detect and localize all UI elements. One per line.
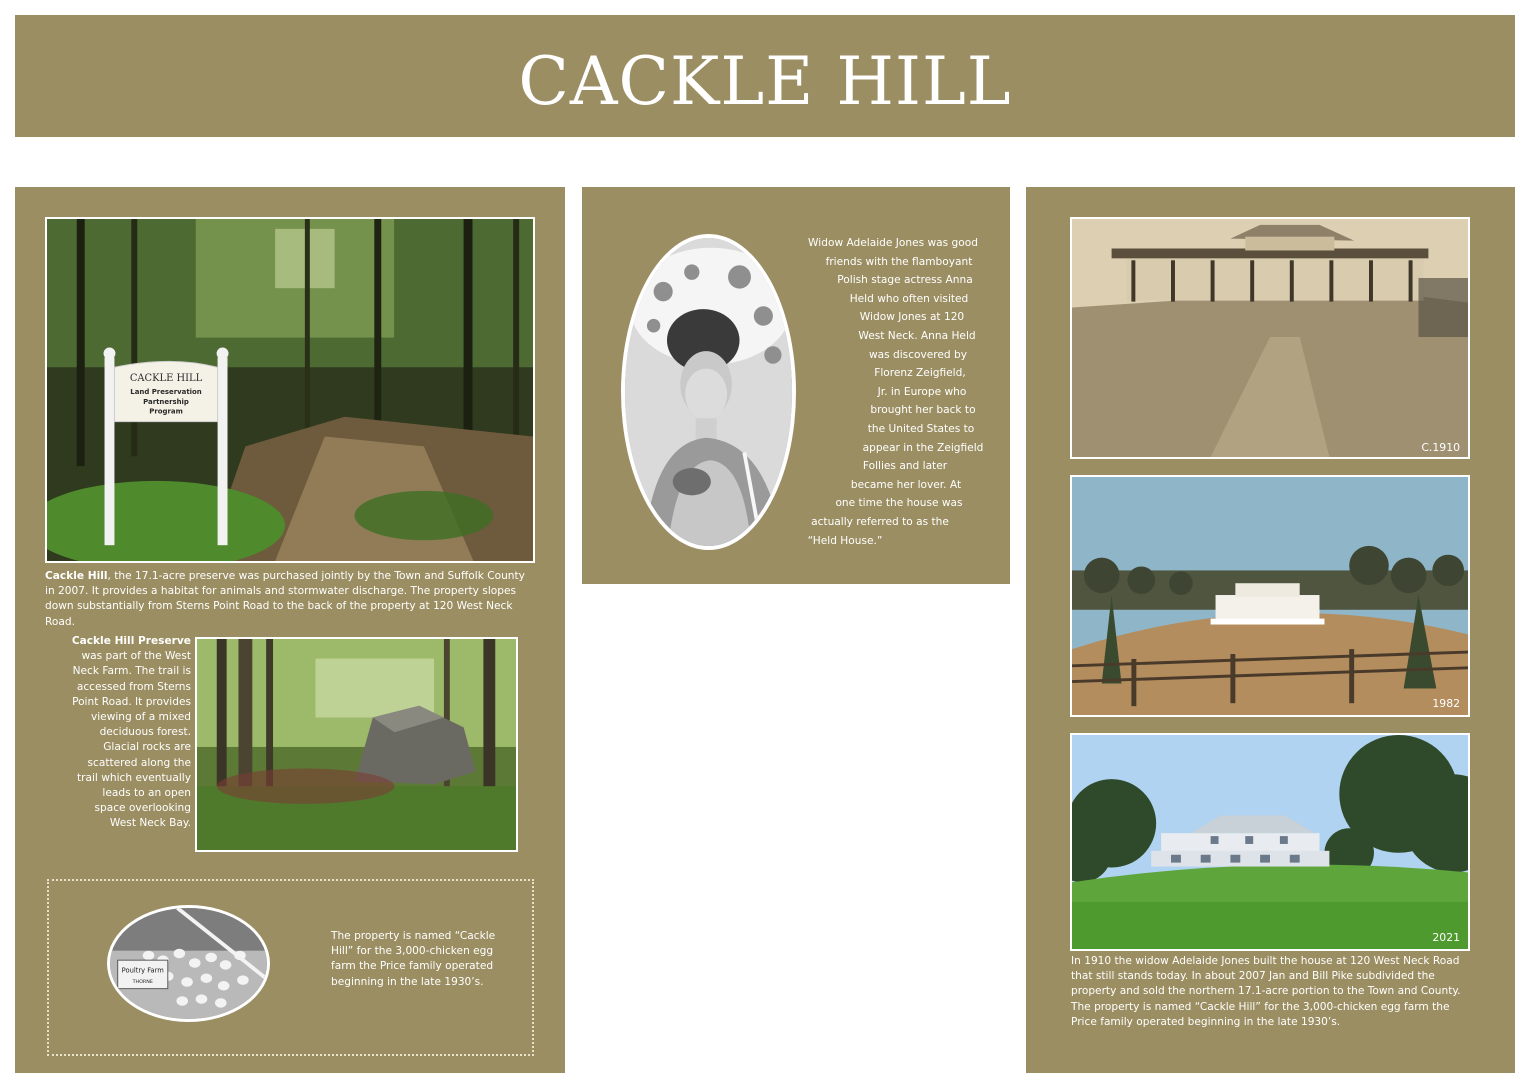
caption-line: actually referred to as the (811, 516, 949, 528)
forest-trail-photo (45, 217, 535, 563)
sign-line4: Program (149, 407, 183, 416)
anna-held-portrait (621, 234, 796, 550)
caption-line: appear in the Zeigfield (862, 441, 984, 454)
year-label-2021: 2021 (1432, 931, 1461, 945)
house-photo-1910 (1070, 217, 1470, 459)
caption-line: West Neck. Anna Held (858, 330, 976, 342)
caption-line: became her lover. At (850, 478, 962, 491)
caption-body: , the 17.1-acre preserve was purchased jointly by the Town and Suffolk County in 2007. It provides a habitat for animals and stormwater discharge. The property slopes down substantially from Sterns Point Road to the back of the property at 120 West Neck Road. (45, 570, 525, 628)
middle-panel (582, 187, 1010, 584)
left-panel (15, 187, 565, 1073)
poultry-sign-name: Poultry Farm (121, 966, 164, 975)
sign-line3: Partnership (143, 397, 189, 406)
header-banner (15, 15, 1515, 137)
house-history-caption: In 1910 the widow Adelaide Jones built the house at 120 West Neck Road that still stands today. In about 2007 Jan and Bill Pike subdivided the property and sold the northern 17.1-acre portion to the Town and County. The property is named “Cackle Hill” for the 3,000-chicken egg farm the Price family operated beginning in the late 1930’s. (1071, 955, 1461, 1028)
caption-line: Jr. in Europe who (877, 385, 967, 398)
caption-line: Follies and later (862, 460, 948, 473)
caption-line: Polish stage actress Anna (837, 274, 973, 287)
caption-line: the United States to (867, 423, 975, 435)
caption-line: Held who often visited (849, 292, 969, 305)
caption-body: was part of the West Neck Farm. The trail is accessed from Sterns Point Road. It provides viewing of a mixed deciduous forest. Glacial rocks are scattered along the trail which eventually leads to an open space overlooking West Neck Bay. (72, 650, 191, 830)
caption-preserve-purchase (45, 569, 537, 630)
year-label-1910: C.1910 (1421, 441, 1461, 455)
caption-cackle-name: The property is named “Cackle Hill” for the 3,000-chicken egg farm the Price family operated beginning in the late 1930’s. (331, 930, 496, 988)
caption-line: Widow Adelaide Jones was good (808, 237, 978, 249)
caption-preserve-trail (69, 634, 191, 832)
poultry-farm-photo (107, 905, 270, 1022)
caption-line: Widow Jones at 120 (859, 311, 965, 324)
caption-line: brought her back to (870, 404, 976, 417)
poultry-farm-box (47, 879, 534, 1056)
house-photo-1982 (1070, 475, 1470, 717)
house-photo-2021 (1070, 733, 1470, 951)
poultry-sign-place: THORNE (132, 979, 153, 985)
sign-line1: CACKLE HILL (129, 373, 203, 385)
caption-line: “Held House.” (807, 534, 883, 547)
caption-line: friends with the flamboyant (825, 255, 973, 268)
sign-line2: Land Preservation (130, 387, 202, 396)
page-title: CACKLE HILL (518, 43, 1012, 120)
caption-bold-term: Cackle Hill (45, 570, 108, 582)
boulder-forest-photo (195, 637, 518, 852)
caption-bold-term: Cackle Hill Preserve (71, 635, 191, 647)
caption-line: was discovered by (868, 348, 968, 361)
caption-line: Florenz Zeigfield, (874, 367, 966, 380)
year-label-1982: 1982 (1432, 697, 1461, 711)
caption-line: one time the house was (835, 497, 963, 510)
right-panel (1026, 187, 1515, 1073)
